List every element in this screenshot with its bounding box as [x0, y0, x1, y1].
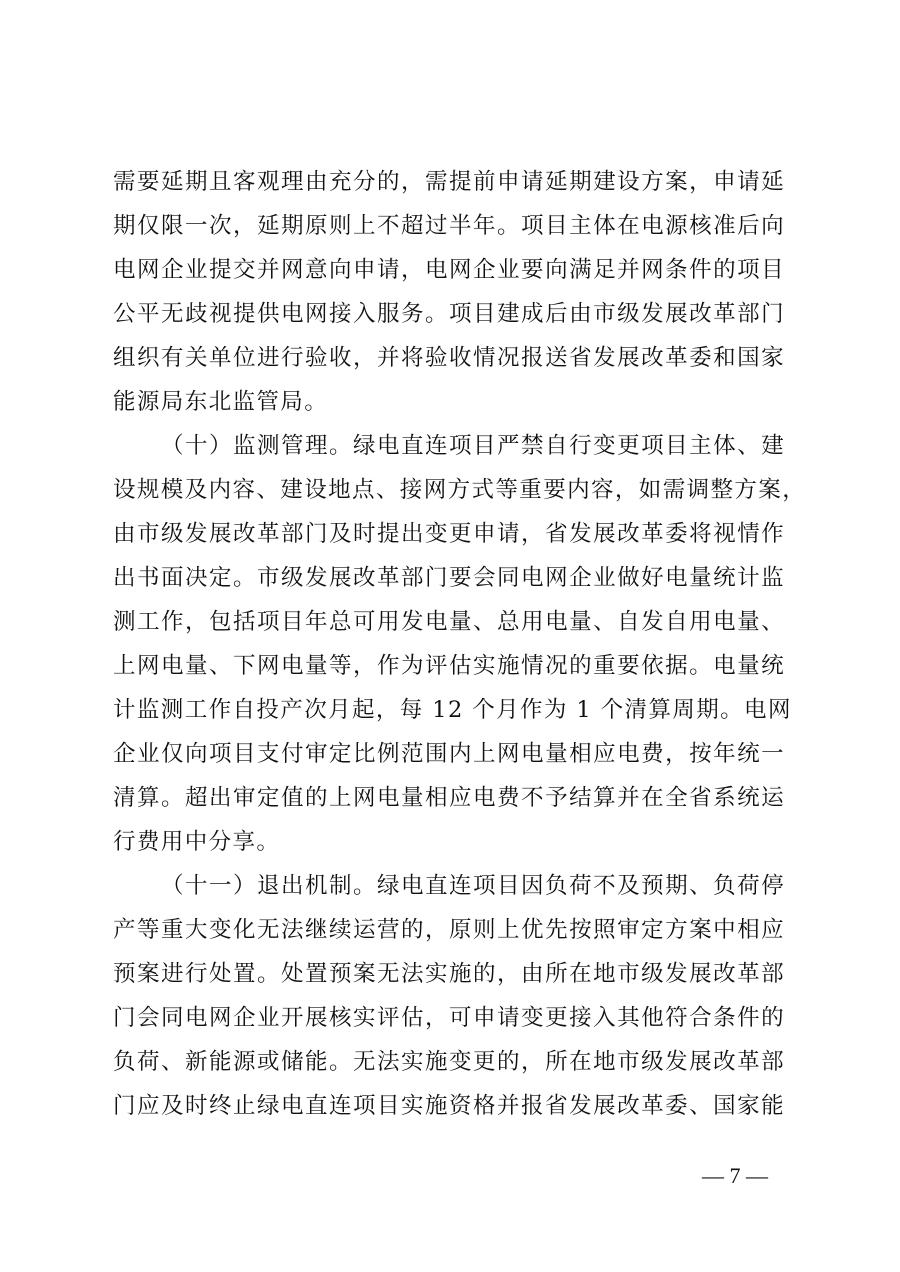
text-line: 电网企业提交并网意向申请，电网企业要向满足并网条件的项目	[113, 257, 785, 283]
text-line: 由市级发展改革部门及时提出变更申请，省发展改革委将视情作	[113, 521, 785, 547]
text-line: 门会同电网企业开展核实评估，可申请变更接入其他符合条件的	[113, 1005, 785, 1031]
page-number: — 7 —	[702, 1163, 768, 1188]
text-line: 负荷、新能源或储能。无法实施变更的，所在地市级发展改革部	[113, 1049, 785, 1075]
document-body	[113, 160, 807, 1128]
text-line: 期仅限一次，延期原则上不超过半年。项目主体在电源核准后向	[113, 213, 785, 239]
text-line: 公平无歧视提供电网接入服务。项目建成后由市级发展改革部门	[113, 301, 785, 327]
section-heading-line: （十一）退出机制。绿电直连项目因负荷不及预期、负荷停	[161, 873, 785, 899]
text-line: 测工作，包括项目年总可用发电量、总用电量、自发自用电量、	[113, 609, 785, 635]
text-line: 设规模及内容、建设地点、接网方式等重要内容，如需调整方案，	[113, 477, 807, 503]
text-line: 行费用中分享。	[113, 829, 281, 855]
text-line: 计监测工作自投产次月起，每 12 个月作为 1 个清算周期。电网	[113, 697, 792, 723]
text-line: 预案进行处置。处置预案无法实施的，由所在地市级发展改革部	[113, 961, 785, 987]
text-line: 需要延期且客观理由充分的，需提前申请延期建设方案，申请延	[113, 169, 785, 195]
text-line: 出书面决定。市级发展改革部门要会同电网企业做好电量统计监	[113, 565, 785, 591]
text-line: 企业仅向项目支付审定比例范围内上网电量相应电费，按年统一	[113, 741, 785, 767]
text-line: 产等重大变化无法继续运营的，原则上优先按照审定方案中相应	[113, 917, 785, 943]
text-line: 清算。超出审定值的上网电量相应电费不予结算并在全省系统运	[113, 785, 785, 811]
text-line: 上网电量、下网电量等，作为评估实施情况的重要依据。电量统	[113, 653, 785, 679]
text-line: 组织有关单位进行验收，并将验收情况报送省发展改革委和国家	[113, 345, 785, 371]
text-line: 门应及时终止绿电直连项目实施资格并报省发展改革委、国家能	[113, 1093, 785, 1119]
text-line: 能源局东北监管局。	[113, 389, 329, 415]
section-heading-line: （十）监测管理。绿电直连项目严禁自行变更项目主体、建	[161, 433, 785, 459]
